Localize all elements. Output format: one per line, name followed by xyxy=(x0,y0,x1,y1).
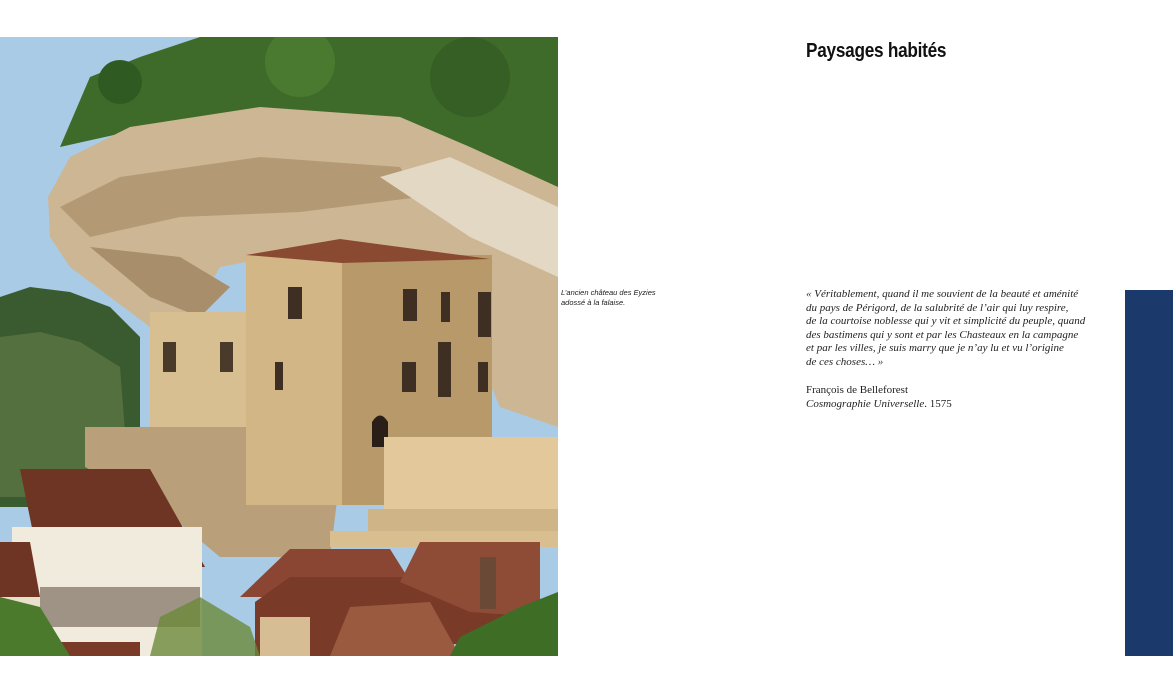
quote-line: du pays de Périgord, de la salubrité de l’air qui luy respire, xyxy=(806,301,1069,314)
quote-author: François de Belleforest xyxy=(806,384,909,396)
page-title: Paysages habités xyxy=(806,40,947,62)
photo-caption xyxy=(561,288,671,307)
quote-line: de la courtoise noblesse qui y vit et simplicité du peuple, quand xyxy=(806,315,1086,328)
quote-block xyxy=(806,288,1106,370)
quote-line: de ces choses… » xyxy=(806,355,884,368)
quote-line: « Véritablement, quand il me souvient de la beauté et aménité xyxy=(806,288,1079,300)
museum-block xyxy=(384,437,558,512)
source-work-title: Cosmographie Universelle xyxy=(806,398,925,410)
caption-line-2: adossé à la falaise. xyxy=(561,297,626,307)
caption-line-1: L’ancien château des Eyzies xyxy=(561,288,656,297)
quote-line: des bastimens qui y sont et par les Chasteaux en la campagne xyxy=(806,328,1079,341)
source-year: . 1575 xyxy=(924,398,952,410)
quote-source xyxy=(806,398,952,412)
accent-color-bar xyxy=(1125,290,1173,656)
cliff-castle-photo xyxy=(0,37,558,656)
quote-line: et par les villes, je suis marry que je n’ay lu et vu l’origine xyxy=(806,342,1064,355)
